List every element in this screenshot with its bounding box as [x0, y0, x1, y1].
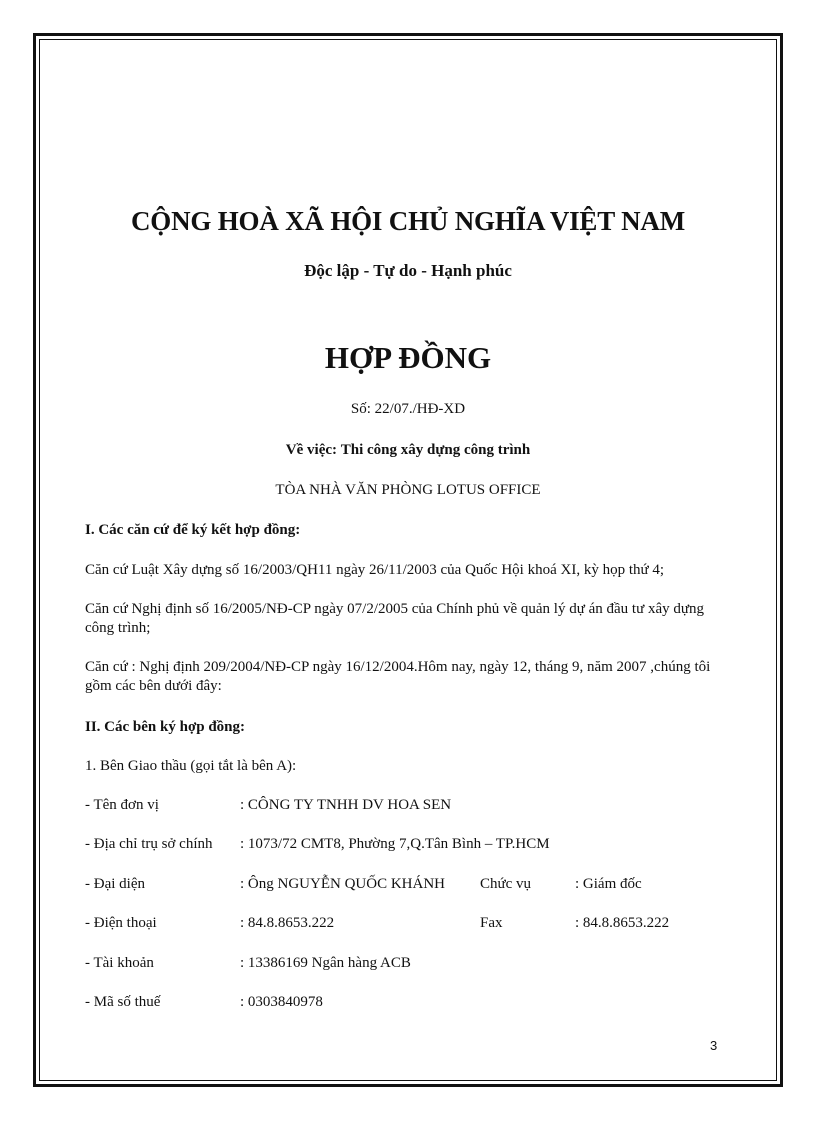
- phone-value: : 84.8.8653.222: [240, 915, 335, 931]
- subject-value: Thi công xây dựng công trình: [340, 442, 531, 458]
- field-row-tax-code: [85, 994, 725, 1016]
- address-value: : 1073/72 CMT8, Phường 7,Q.Tân Bình – TP.HCM: [240, 836, 550, 852]
- section-2-heading: II. Các bên ký hợp đồng:: [85, 719, 246, 735]
- tax-code-value: : 0303840978: [240, 994, 323, 1010]
- legal-basis-paragraph: Căn cứ Nghị định số 16/2005/NĐ-CP ngày 07/2/2005 của Chính phủ về quản lý dự án đầu tư xây dựng công trình;: [85, 601, 704, 636]
- unit-value: : CÔNG TY TNHH DV HOA SEN: [240, 797, 452, 813]
- field-row-address: [85, 836, 725, 858]
- field-row-phone: [85, 915, 725, 937]
- fax-label: Fax: [480, 915, 503, 931]
- position-value: : Giám đốc: [575, 876, 642, 892]
- national-motto: Độc lập - Tự do - Hạnh phúc: [304, 261, 512, 280]
- legal-basis-paragraph: Căn cứ : Nghị định 209/2004/NĐ-CP ngày 16/12/2004.Hôm nay, ngày 12, tháng 9, năm 2007 ,chúng tôi gồm các bên dưới đây:: [85, 659, 711, 694]
- phone-label: - Điện thoại: [85, 915, 157, 931]
- document-number: Số: 22/07./HĐ-XD: [350, 401, 466, 417]
- address-label: - Địa chỉ trụ sở chính: [85, 836, 213, 852]
- legal-basis-paragraph: Căn cứ Luật Xây dựng số 16/2003/QH11 ngày 26/11/2003 của Quốc Hội khoá XI, kỳ họp thứ 4;: [85, 562, 665, 578]
- subject-label: Về việc:: [285, 442, 337, 458]
- unit-label: - Tên đơn vị: [85, 797, 159, 813]
- document-title: HỢP ĐỒNG: [324, 340, 492, 375]
- page-number: 3: [710, 1038, 718, 1053]
- field-row-representative: [85, 876, 725, 898]
- section-1-heading: I. Các căn cứ để ký kết hợp đồng:: [85, 522, 301, 538]
- field-row-account: [85, 955, 725, 977]
- tax-code-label: - Mã số thuế: [85, 994, 161, 1010]
- representative-label: - Đại diện: [85, 876, 145, 892]
- national-title: CỘNG HOÀ XÃ HỘI CHỦ NGHĨA VIỆT NAM: [130, 206, 685, 236]
- account-value: : 13386169 Ngân hàng ACB: [240, 955, 411, 971]
- field-row-unit: [85, 797, 725, 819]
- position-label: Chức vụ: [480, 876, 532, 892]
- document-subject: [0, 442, 816, 459]
- party-a-heading: 1. Bên Giao thầu (gọi tắt là bên A):: [85, 758, 297, 774]
- representative-value: : Ông NGUYỄN QUỐC KHÁNH: [240, 876, 445, 892]
- account-label: - Tài khoản: [85, 955, 154, 971]
- project-name: TÒA NHÀ VĂN PHÒNG LOTUS OFFICE: [275, 482, 541, 498]
- fax-value: : 84.8.8653.222: [575, 915, 670, 931]
